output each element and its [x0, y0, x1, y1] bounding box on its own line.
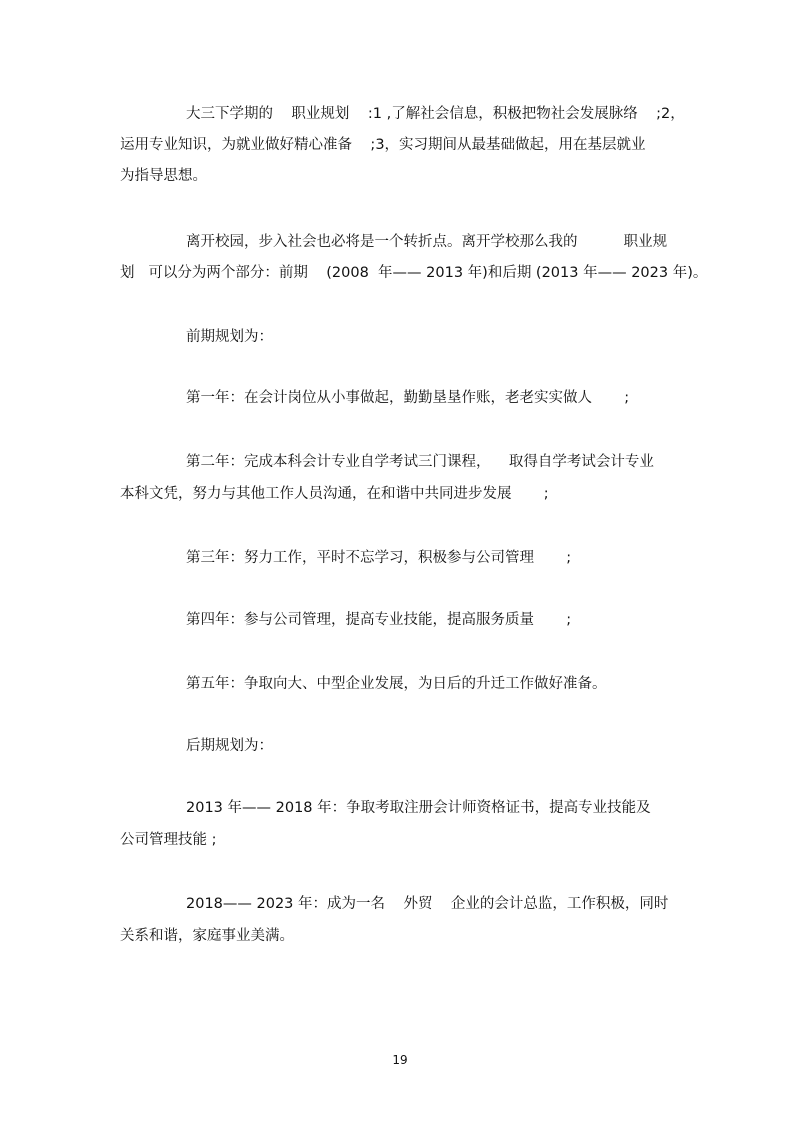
paragraph-line: 第二年：完成本科会计专业自学考试三门课程， 取得自学考试会计专业 — [186, 454, 654, 470]
paragraph-line: 关系和谐，家庭事业美满。 — [120, 928, 294, 944]
paragraph-line: 运用专业知识，为就业做好精心准备 ;3，实习期间从最基础做起，用在基层就业 — [120, 137, 646, 153]
paragraph-line: 本科文凭，努力与其他工作人员沟通，在和谐中共同进步发展 ; — [120, 486, 549, 502]
paragraph-line: 划 可以分为两个部分：前期 (2008 年—— 2013 年)和后期 (2013 年—— 2023 年)。 — [120, 265, 708, 281]
section-heading-later-plan: 后期规划为： — [186, 738, 273, 754]
paragraph-line: 第五年：争取向大、中型企业发展，为日后的升迁工作做好准备。 — [186, 676, 607, 692]
paragraph-line: 大三下学期的 职业规划 :1 ,了解社会信息，积极把物社会发展脉络 ;2， — [186, 106, 685, 122]
paragraph-line: 第三年：努力工作，平时不忘学习，积极参与公司管理 ; — [186, 550, 572, 566]
paragraph-line: 2013 年—— 2018 年：争取考取注册会计师资格证书，提高专业技能及 — [186, 800, 651, 816]
section-heading-early-plan: 前期规划为： — [186, 329, 273, 345]
paragraph-line: 为指导思想。 — [120, 168, 207, 184]
paragraph-line: 2018—— 2023 年：成为一名 外贸 企业的会计总监，工作积极，同时 — [186, 896, 669, 912]
paragraph-line: 公司管理技能 ; — [120, 832, 217, 848]
paragraph-line: 第四年：参与公司管理，提高专业技能，提高服务质量 ; — [186, 612, 572, 628]
page-number: 19 — [392, 1053, 408, 1067]
paragraph-line: 离开校园，步入社会也必将是一个转折点。离开学校那么我的 职业规 — [186, 234, 668, 250]
paragraph-line: 第一年：在会计岗位从小事做起，勤勤垦垦作账，老老实实做人 ; — [186, 390, 630, 406]
